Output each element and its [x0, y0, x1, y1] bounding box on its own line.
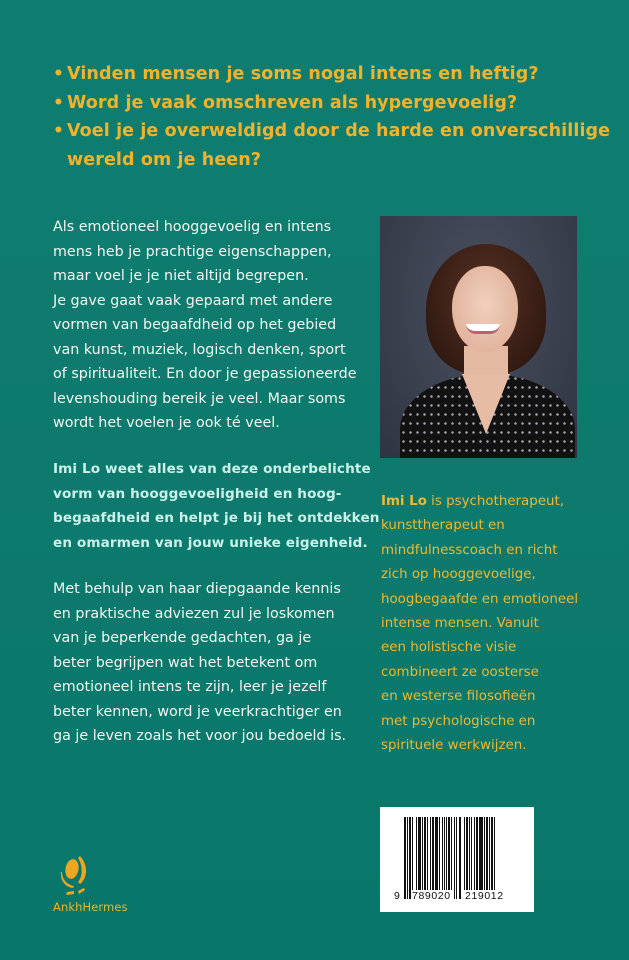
bullet-icon: •: [53, 121, 64, 141]
isbn-number: [394, 890, 504, 950]
paragraph-line: en omarmen van jouw unieke eigenheid.: [53, 534, 368, 551]
paragraph-line: begaafdheid en helpt je bij het ontdekken: [53, 510, 380, 526]
paragraph-line: emotioneel intens te zijn, leer je jezelf: [53, 679, 327, 695]
bio-line: mindfulnesscoach en richt: [381, 542, 558, 558]
bio-line: en westerse filosofieën: [381, 689, 536, 705]
intro-paragraph: [53, 215, 373, 436]
photo-neckline: [462, 374, 510, 434]
paragraph-line: Je gave gaat vaak gepaard met andere: [53, 292, 333, 309]
highlight-paragraph: [53, 457, 380, 555]
question-item: [52, 60, 592, 89]
photo-face: [452, 266, 518, 352]
bio-text: is psychotherapeut,: [426, 494, 564, 509]
paragraph-line: van kunst, muziek, logisch denken, sport: [53, 341, 346, 358]
question-text: wereld om je heen?: [67, 149, 262, 170]
paragraph-line: van je beperkende gedachten, ga je: [53, 630, 312, 646]
paragraph-line: Met behulp van haar diepgaande kennis: [53, 581, 341, 597]
bullet-icon: •: [53, 92, 64, 113]
bio-line: intense mensen. Vanuit: [381, 616, 539, 632]
author-name: Imi Lo: [381, 494, 427, 509]
bio-line: een holistische visie: [381, 640, 517, 656]
question-text: Word je vaak omschreven als hypergevoelig?: [67, 92, 518, 113]
barcode-space: [495, 817, 496, 899]
paragraph-line: Imi Lo weet alles van deze onderbelichte: [53, 461, 371, 477]
question-item: [52, 117, 611, 174]
bio-line: combineert ze oosterse: [381, 664, 539, 680]
author-photo: [380, 216, 577, 458]
isbn-barcode: [380, 807, 534, 912]
paragraph-line: mens heb je prachtige eigenschappen,: [53, 243, 332, 260]
paragraph-line: vorm van hooggevoeligheid en hoog-: [53, 485, 342, 502]
question-list: [52, 60, 611, 174]
paragraph-line: of spiritualiteit. En door je gepassioneerde: [53, 366, 357, 382]
isbn-first-digit: 9: [394, 890, 401, 902]
question-text: Vinden mensen je soms nogal intens en heftig?: [67, 64, 539, 84]
paragraph-line: Als emotioneel hooggevoelig en intens: [53, 219, 332, 235]
paragraph-line: levenshouding bereik je veel. Maar soms: [53, 390, 346, 407]
bio-line: spirituele werkwijzen.: [381, 738, 527, 754]
closing-paragraph: [53, 577, 373, 749]
bio-line: met psychologische en: [381, 713, 536, 729]
paragraph-line: maar voel je je niet altijd begrepen.: [53, 268, 309, 284]
ankhhermes-logo-icon: [52, 852, 102, 902]
question-item: [52, 89, 592, 118]
barcode-bars: [404, 817, 512, 899]
paragraph-line: beter kennen, word je veerkrachtiger en: [53, 703, 342, 720]
paragraph-line: wordt het voelen je ook té veel.: [53, 415, 280, 431]
bio-line: kunsttherapeut en: [381, 518, 505, 534]
paragraph-line: en praktische adviezen zul je loskomen: [53, 605, 335, 622]
isbn-group-1: 789020: [412, 890, 451, 902]
paragraph-line: ga je leven zoals het voor jou bedoeld is.: [53, 728, 347, 744]
paragraph-line: vormen van begaafdheid op het gebied: [53, 317, 337, 333]
photo-smile: [466, 324, 500, 334]
author-bio: [381, 490, 596, 758]
bio-first-line: [381, 490, 596, 514]
publisher-name: AnkhHermes: [53, 900, 128, 914]
question-text: Voel je je overweldigd door de harde en onverschillige: [67, 121, 611, 141]
isbn-group-2: 219012: [465, 890, 504, 902]
bio-line: zich op hooggevoelige,: [381, 567, 536, 583]
bullet-icon: •: [53, 64, 64, 84]
bio-line: hoogbegaafde en emotioneel: [381, 591, 579, 607]
paragraph-line: beter begrijpen wat het betekent om: [53, 654, 318, 671]
